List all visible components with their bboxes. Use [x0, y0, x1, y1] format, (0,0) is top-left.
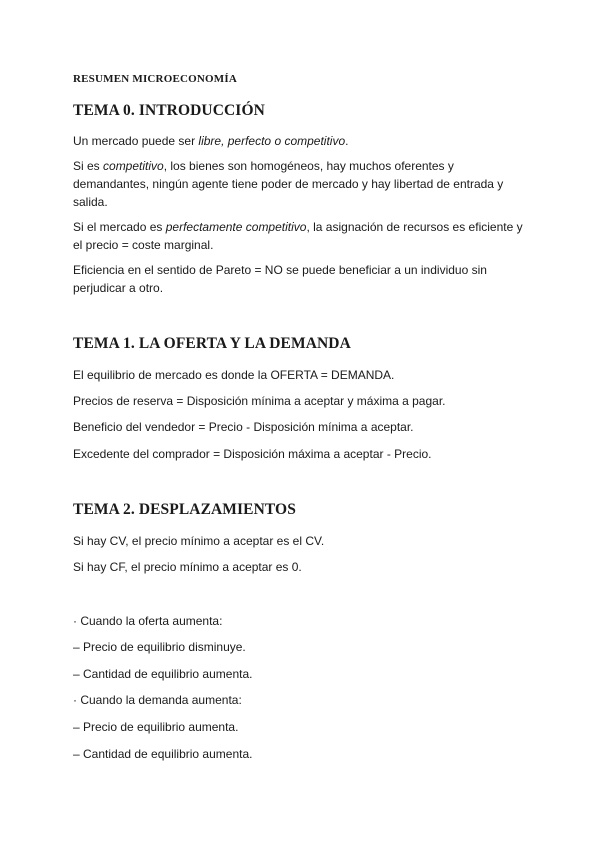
list-item: – Precio de equilibrio aumenta.: [73, 720, 239, 734]
list-item: – Cantidad de equilibrio aumenta.: [73, 667, 253, 681]
paragraph-text: .: [345, 134, 349, 148]
paragraph-line: Si hay CF, el precio mínimo a aceptar es 0.: [73, 560, 302, 574]
paragraph-text: Si el mercado es: [73, 220, 166, 234]
paragraph-emphasis: perfectamente competitivo: [165, 220, 307, 234]
list-item: – Precio de equilibrio disminuye.: [73, 640, 246, 654]
section-heading-tema-2: TEMA 2. DESPLAZAMIENTOS: [73, 501, 296, 518]
paragraph-line: Precios de reserva = Disposición mínima a aceptar y máxima a pagar.: [73, 394, 446, 408]
section-heading-tema-0: TEMA 0. INTRODUCCIÓN: [73, 102, 265, 119]
document-title: RESUMEN MICROECONOMÍA: [73, 73, 238, 85]
section-heading-tema-1: TEMA 1. LA OFERTA Y LA DEMANDA: [73, 335, 351, 352]
paragraph-emphasis: libre, perfecto o competitivo: [198, 134, 346, 148]
paragraph-text: Si es: [73, 159, 104, 173]
list-item: – Cantidad de equilibrio aumenta.: [73, 747, 253, 761]
paragraph-text: , la asignación de recursos es eficiente y el precio = coste marginal.: [73, 220, 523, 252]
paragraph-line: Si hay CV, el precio mínimo a aceptar es el CV.: [73, 534, 325, 548]
paragraph-competitive: [73, 157, 533, 211]
paragraph-emphasis: competitivo: [103, 159, 164, 173]
paragraph-text: , los bienes son homogéneos, hay muchos oferentes y demandantes, ningún agente tiene poder de mercado y hay libertad de entrada y salida.: [73, 159, 504, 209]
paragraph-line: El equilibrio de mercado es donde la OFERTA = DEMANDA.: [73, 368, 395, 382]
paragraph-line: Beneficio del vendedor = Precio - Disposición mínima a aceptar.: [73, 420, 414, 434]
paragraph-text: Un mercado puede ser: [73, 134, 199, 148]
list-item: · Cuando la demanda aumenta:: [73, 693, 242, 707]
list-item: · Cuando la oferta aumenta:: [73, 614, 223, 628]
paragraph-line: Excedente del comprador = Disposición máxima a aceptar - Precio.: [73, 447, 432, 461]
paragraph-perfectly-competitive: [73, 218, 533, 254]
paragraph-pareto: Eficiencia en el sentido de Pareto = NO se puede beneficiar a un individuo sin perjudicar a otro.: [73, 263, 487, 295]
paragraph-market-types: [73, 132, 533, 150]
